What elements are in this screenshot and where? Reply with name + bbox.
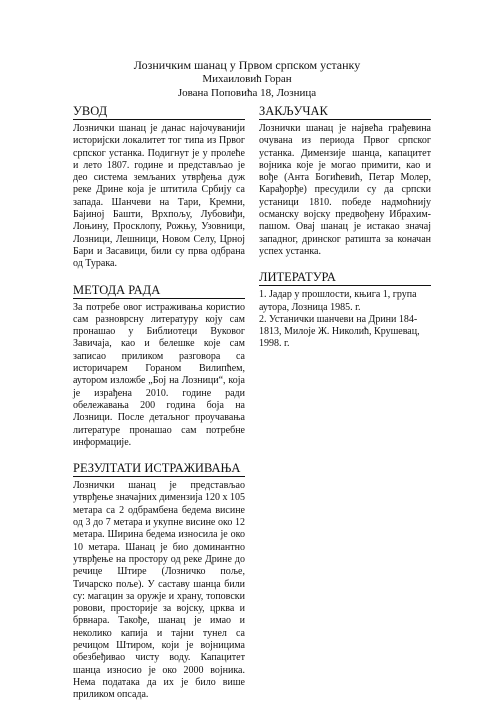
section-title-method: МЕТОДА РАДА [73,283,245,299]
left-column [73,104,245,713]
section-title-intro: УВОД [73,104,245,120]
section-title-references: ЛИТЕРАТУРА [259,270,431,286]
section-title-results: РЕЗУЛТАТИ ИСТРАЖИВАЊА [73,461,245,477]
section-text-method: За потребе овог истраживања користио сам разноврсну литературу коју сам пронашао у Библиотеци Вуковог Завичаја, као и белешке које сам записао приликом разговора са историчарем Гораном Вилипћем, аутором изложбе „Бој на Лозници“, која је израђена 2010. године ради обележавања 200 година боја на Лозници. После детаљног проучавања литературе пронашао сам потребне информације. [73,301,245,448]
reference-item: 2. Устанички шанчеви на Дрини 184-1813, Милоје Ж. Николић, Крушевац, 1998. г. [259,313,420,350]
paper-header [0,58,494,100]
reference-item: 1. Јадар у прошлости, књига 1, група аутора, Лозница 1985. г. [259,289,417,313]
section-title-conclusion: ЗАКЉУЧАК [259,104,431,120]
reference-list [259,289,431,350]
right-column [259,104,431,351]
section-text-results: Лознички шанац је представљао утврђење значајних димензија 120 x 105 метара са 2 одбрамбена бедема висине од 3 до 7 метара и укупне висине око 12 метара. Ширина бедема износила је око 10 метара. Шанац је био доминантно утврђење на простору од реке Дрине до речице Штире (Лозничко поље, Тичарско поље). У саставу шанца били су: магацин за оружје и храну, топовски ровови, просторије за војску, црква и брвнара. Такође, шанац је имао и неколико капија и тајни тунел са речицом Штиром, који је војницима обезбеђивао чисту воду. Капацитет шанца износио је око 2000 војника. Нема података да их је било више приликом опсада. [73,480,245,701]
paper-title: Лозничким шанац у Првом српском устанку [133,58,361,72]
section-text-intro: Лознички шанац је данас најочуванији историјски локалитет тог типа из Првог српског устанка. Подигнут је у пролеће и лето 1807. године и представљао је део система земљаних утврђења дуж реке Дрине која је штитила Србију са запада. Шанчеви на Тари, Кремни, Бајиној Башти, Врхпољу, Лубовиђи, Лоњину, Просклопу, Рожњу, Узовници, Лозници, Лешници, Новом Селу, Црној Бари и Засавици, били су прва одбрана од Турака. [73,123,245,270]
author-name: Михаиловић Горан [202,73,292,85]
author-address: Јована Поповића 18, Лозница [177,87,317,99]
section-text-conclusion: Лознички шанац је највећа грађевина очувана из периода Првог српског устанка. Димензије шанца, капацитет војника које је могао примити, као и вође (Анта Богићевић, Петар Молер, Карађорђе) пресудили су да српски устаници 1810. победе надмоћнију османску војску предвођену Ибрахим-пашом. Овај шанац је истакао значај западног, дринског ратишта за коначан успех устанка. [259,123,431,257]
